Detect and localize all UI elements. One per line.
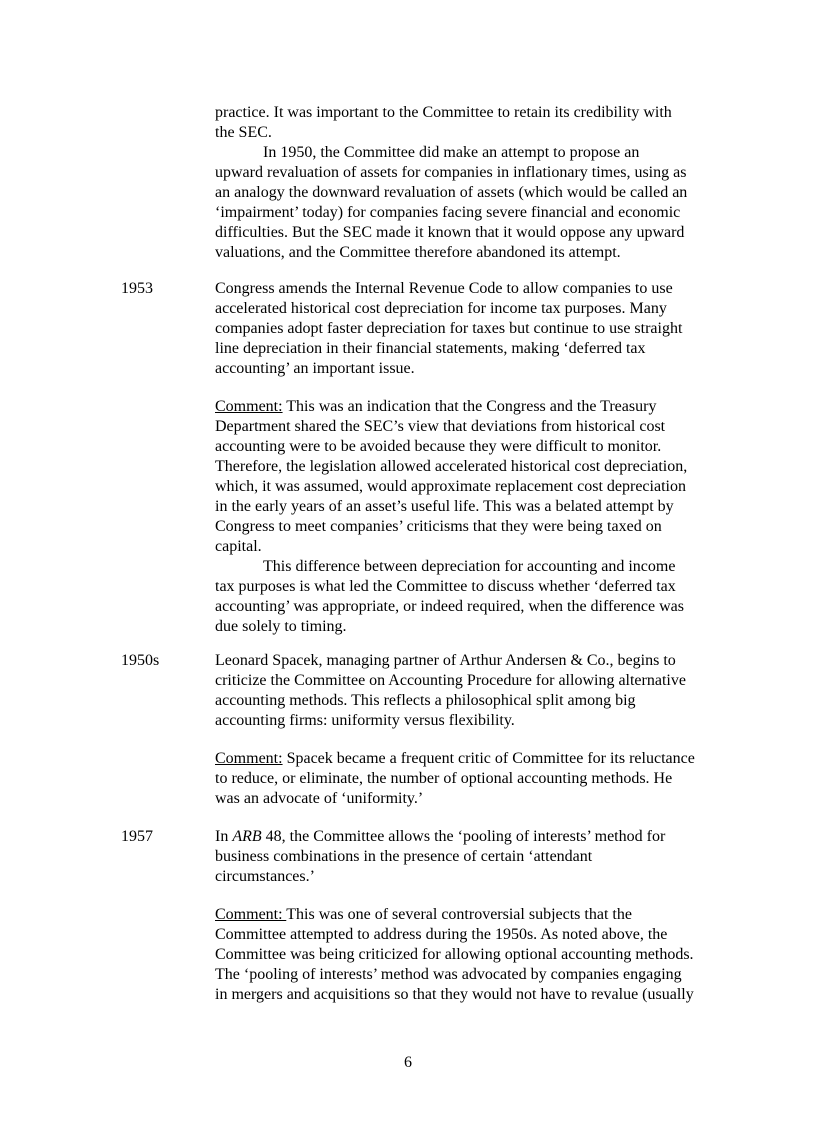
text-line: Department shared the SEC’s view that deviations from historical cost: [215, 418, 666, 435]
text-line: difficulties. But the SEC made it known that it would oppose any upward: [215, 224, 685, 241]
event-text: 48, the Committee allows the ‘pooling of interests’ method for: [261, 828, 666, 845]
comment-text: Spacek became a frequent critic of Committee for its reluctance: [282, 750, 695, 767]
text-line: This difference between depreciation for accounting and income: [263, 558, 676, 575]
text-line: the SEC.: [215, 124, 272, 141]
event-text: In: [215, 828, 233, 845]
comment-label: Comment:: [215, 750, 283, 767]
comment-label: Comment:: [215, 906, 287, 923]
comment-text: This was one of several controversial subjects that the: [286, 906, 632, 923]
text-line: practice. It was important to the Committee to retain its credibility with: [215, 104, 672, 121]
year-label: 1957: [121, 828, 153, 845]
text-line: business combinations in the presence of certain ‘attendant: [215, 848, 593, 865]
text-line: ‘impairment’ today) for companies facing severe financial and economic: [215, 204, 681, 221]
text-line: accounting firms: uniformity versus flexibility.: [215, 712, 515, 729]
text-line: valuations, and the Committee therefore abandoned its attempt.: [215, 244, 621, 261]
text-line: [215, 749, 695, 768]
text-line: In 1950, the Committee did make an attempt to propose an: [263, 144, 640, 161]
text-line: was an advocate of ‘uniformity.’: [215, 790, 424, 807]
text-line: in the early years of an asset’s useful life. This was a belated attempt by: [215, 498, 674, 515]
text-line: accounting methods. This reflects a philosophical split among big: [215, 692, 636, 709]
text-line: Therefore, the legislation allowed accelerated historical cost depreciation,: [215, 458, 688, 475]
text-line: [215, 397, 656, 416]
text-line: accounting were to be avoided because they were difficult to monitor.: [215, 438, 662, 455]
year-label: 1953: [121, 280, 153, 297]
comment-label: Comment:: [215, 398, 283, 415]
text-line: circumstances.’: [215, 868, 315, 885]
text-line: Leonard Spacek, managing partner of Arthur Andersen & Co., begins to: [215, 652, 676, 669]
comment-text: This was an indication that the Congress and the Treasury: [282, 398, 657, 415]
text-line: Committee was being criticized for allowing optional accounting methods.: [215, 946, 694, 963]
text-line: [215, 905, 632, 924]
text-line: [215, 827, 665, 846]
text-line: in mergers and acquisitions so that they would not have to revalue (usually: [215, 986, 694, 1003]
text-line: capital.: [215, 538, 262, 555]
text-line: Congress to meet companies’ criticisms that they were being taxed on: [215, 518, 662, 535]
text-line: tax purposes is what led the Committee to discuss whether ‘deferred tax: [215, 578, 676, 595]
arb-reference: ARB: [232, 828, 262, 845]
text-line: criticize the Committee on Accounting Procedure for allowing alternative: [215, 672, 686, 689]
text-line: Congress amends the Internal Revenue Code to allow companies to use: [215, 280, 673, 297]
text-line: The ‘pooling of interests’ method was advocated by companies engaging: [215, 966, 682, 983]
text-line: to reduce, or eliminate, the number of optional accounting methods. He: [215, 770, 673, 787]
page-number: 6: [404, 1054, 412, 1071]
text-line: Committee attempted to address during the 1950s. As noted above, the: [215, 926, 668, 943]
text-line: companies adopt faster depreciation for taxes but continue to use straight: [215, 320, 683, 337]
text-line: upward revaluation of assets for companies in inflationary times, using as: [215, 164, 687, 181]
text-line: accelerated historical cost depreciation for income tax purposes. Many: [215, 300, 667, 317]
text-line: accounting’ an important issue.: [215, 360, 415, 377]
text-line: accounting’ was appropriate, or indeed required, when the difference was: [215, 598, 684, 615]
text-line: due solely to timing.: [215, 618, 347, 635]
text-line: an analogy the downward revaluation of assets (which would be called an: [215, 184, 688, 201]
year-label: 1950s: [121, 652, 160, 669]
text-line: which, it was assumed, would approximate replacement cost depreciation: [215, 478, 686, 495]
text-line: line depreciation in their financial statements, making ‘deferred tax: [215, 340, 646, 357]
